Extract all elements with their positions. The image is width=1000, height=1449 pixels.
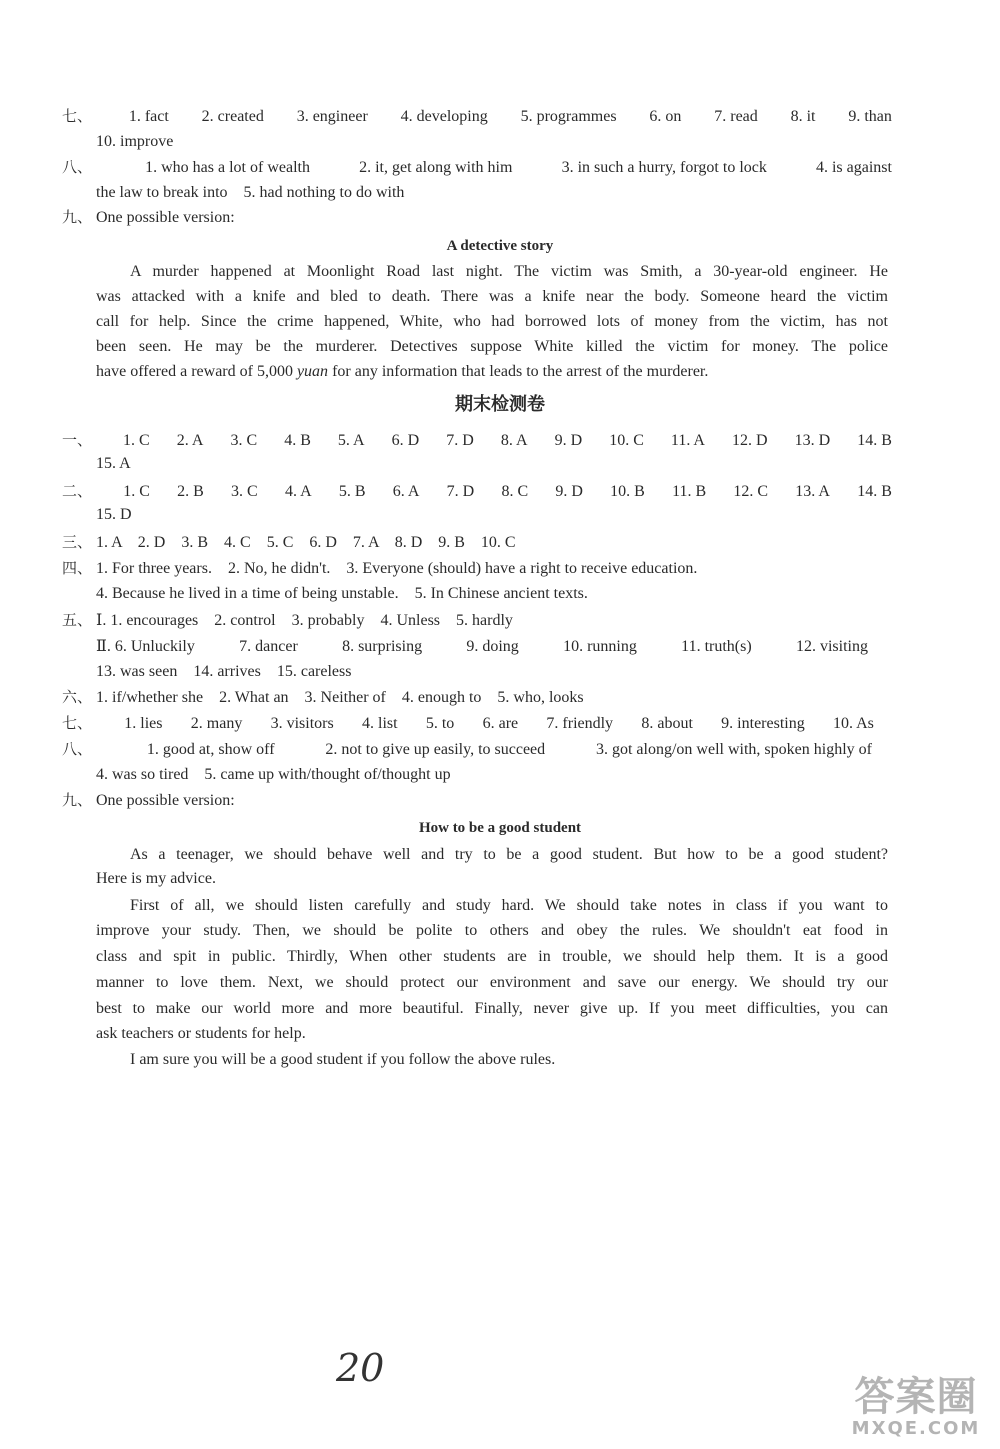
q7-line1 [62,104,892,129]
answer: 2. B [177,483,204,500]
exam-q7-line1 [62,711,874,736]
answer: 10. B [610,483,645,500]
story-line: been seen. He may be the murderer. Detectives suppose White killed the victim for money. The police [96,338,888,355]
answer: 9. interesting [721,715,805,732]
answer: 4. list [362,715,398,732]
answer: 14. B [857,432,892,449]
answer: 8. surprising [342,638,423,655]
q9-text: One possible version: [96,209,235,226]
exam-q5-line1 [62,608,892,633]
story-title: A detective story [446,238,554,254]
exam-q2-line1 [62,479,892,504]
answer: 2. many [190,715,243,732]
answer: 3. in such a hurry, forgot to lock [561,159,767,176]
answer: 6. are [482,715,519,732]
answer: 12. visiting [795,638,868,655]
essay-line: class and spit in public. Thirdly, When other students are in trouble, we should help them. It is a good [96,948,888,965]
essay-line: As a teenager, we should behave well and try to be a good student. But how to be a good student? [130,846,888,863]
exam-q4-label: 四、 [62,559,93,577]
answer: 2. it, get along with him [359,159,513,176]
story-text: have offered a reward of 5,000 [96,363,297,380]
answer: 5. to [425,715,455,732]
answer: 1. C [123,483,150,500]
exam-q5-line2 [96,634,868,659]
story-line: was attacked with a knife and bled to death. There was a knife near the body. Someone heard the victim [96,288,888,305]
exam-q8-line1 [62,737,872,762]
essay-title: How to be a good student [418,820,582,836]
answer: 12. D [732,432,768,449]
answer: 3. C [231,483,258,500]
answer: 1. good at, show off [146,741,275,758]
answer: 11. B [672,483,707,500]
answer: 1. who has a lot of wealth [145,159,310,176]
essay-line: best to make our world more and more beautiful. Finally, never give up. If you meet difficulties, you can [96,1000,888,1017]
story-line-last [96,359,888,384]
answer: 9. D [555,483,583,500]
q7-line2: 10. improve [96,133,174,150]
answer: 8. C [501,483,529,500]
answer: 2. created [201,108,264,125]
exam-q8-label: 八、 [62,740,93,758]
answer: 2. A [176,432,204,449]
essay-line: manner to love them. Next, we should protect our environment and save our energy. We should try our [96,974,888,991]
answer: 8. about [641,715,693,732]
answer: 3. C [230,432,258,449]
answer: Ⅱ. 6. Unluckily [96,638,195,655]
exam-q2-label: 二、 [62,482,93,500]
answer: 5. A [337,432,365,449]
story-line: A murder happened at Moonlight Road last night. The victim was Smith, a 30-year-old engineer. He [130,263,888,280]
exam-q3-label: 三、 [62,533,93,551]
exam-q9-text: One possible version: [96,792,235,809]
answer: 6. A [392,483,420,500]
essay-line: ask teachers or students for help. [96,1025,306,1042]
exam-q1-line2: 15. A [96,455,131,472]
essay-line: First of all, we should listen carefully and study hard. We should take notes in class if you want to [130,897,888,914]
answer: 7. friendly [546,715,614,732]
page-number: 20 [336,1346,385,1390]
q8-line2: the law to break into 5. had nothing to do with [96,184,405,201]
answer: 12. C [733,483,769,500]
answer: 9. than [848,108,892,125]
answer: 1. lies [124,715,163,732]
answer: 1. C [123,432,150,449]
answer: 2. not to give up easily, to succeed [325,741,546,758]
answer: 11. truth(s) [681,638,752,655]
exam-q4-line2: 4. Because he lived in a time of being unstable. 5. In Chinese ancient texts. [96,585,588,602]
essay-line: improve your study. Then, we should be polite to others and obey the rules. We shouldn't eat food in [96,922,888,939]
watermark-text-top: 答案圈 [854,1374,978,1420]
answer: 4. developing [400,108,488,125]
answer: 3. got along/on well with, spoken highly of [595,741,872,758]
exam-q5-label: 五、 [62,611,93,629]
answer: 4. B [284,432,311,449]
exam-q3-line1 [62,530,892,555]
answer: 7. D [446,432,474,449]
exam-heading: 期末检测卷 [455,394,545,415]
q9-label: 九、 [62,208,93,226]
answer: 2. No, he didn't. [227,560,331,577]
essay-line: Here is my advice. [96,870,216,887]
answer: 6. D [391,432,420,449]
answer: 1. For three years. [96,560,212,577]
answer: 8. A [500,432,528,449]
answer: 13. A [795,483,830,500]
answer: 13. D [794,432,831,449]
answer: 4. A [284,483,312,500]
essay-line: I am sure you will be a good student if you follow the above rules. [130,1051,556,1068]
story-emphasis: yuan [296,363,329,380]
answer: 10. C [609,432,644,449]
answer: 7. read [714,108,758,125]
answer: 8. it [790,108,816,125]
answer-list: 1. if/whether she 2. What an 3. Neither of 4. enough to 5. who, looks [96,689,584,706]
exam-q7-label: 七、 [62,714,93,732]
exam-q5-line3: 13. was seen 14. arrives 15. careless [96,663,352,680]
answer: 3. visitors [270,715,334,732]
q8-label: 八、 [62,158,93,176]
answer: 9. D [554,432,583,449]
answer: 5. programmes [520,108,617,125]
story-text: for any information that leads to the arrest of the murderer. [328,363,709,380]
exam-q9-label: 九、 [62,791,93,809]
answer: 9. doing [466,638,519,655]
answer: 6. on [649,108,682,125]
exam-q6-line1 [62,685,892,710]
watermark-logo [846,1375,986,1445]
answer: 3. Everyone (should) have a right to receive education. [346,560,698,577]
answer: 3. engineer [296,108,368,125]
answer: 14. B [857,483,892,500]
q9-line [62,205,892,230]
answer-list: Ⅰ. 1. encourages 2. control 3. probably 4. Unless 5. hardly [96,612,513,629]
watermark-text-bottom: MXQE.COM [851,1418,981,1439]
answer: 11. A [670,432,705,449]
q8-line1 [62,155,892,180]
answer: 1. fact [128,108,169,125]
exam-q1-line1 [62,428,892,453]
q7-label: 七、 [62,107,93,125]
answer: 4. is against [815,159,892,176]
exam-q1-label: 一、 [62,431,93,449]
exam-q2-line2: 15. D [96,506,132,523]
answer-list: 1. A 2. D 3. B 4. C 5. C 6. D 7. A 8. D 9. B 10. C [96,534,516,551]
answer: 10. As [833,715,874,732]
exam-q4-line1 [62,556,892,581]
story-line: call for help. Since the crime happened, White, who had borrowed lots of money from the victim, has not [96,313,888,330]
answer: 7. D [446,483,475,500]
exam-q8-line2: 4. was so tired 5. came up with/thought of/thought up [96,766,451,783]
exam-q6-label: 六、 [62,688,93,706]
answer: 5. B [338,483,366,500]
answer: 10. running [563,638,637,655]
exam-q9-line [62,788,892,813]
answer: 7. dancer [239,638,298,655]
